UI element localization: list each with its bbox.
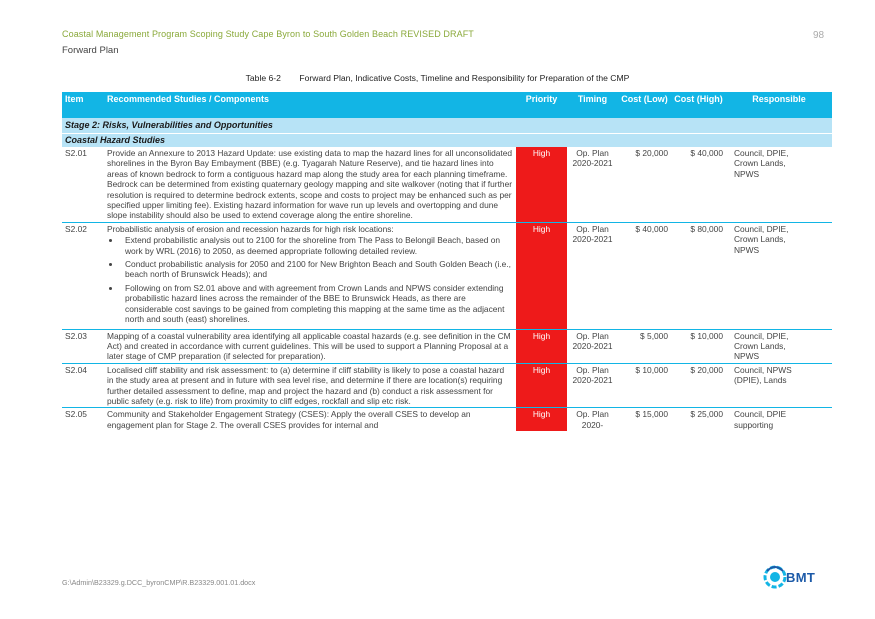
table-row [62,408,832,431]
responsible-line: NPWS [734,244,760,255]
col-header-cost-low [618,92,671,118]
priority-cell: High [516,222,567,329]
cost-low-cell: $ 5,000 [618,329,671,363]
col-header-priority: Priority [516,92,567,118]
forward-plan-table [62,92,832,431]
item-id: S2.02 [62,222,104,329]
col-header-timing: Timing [567,92,618,118]
responsible-cell [726,363,832,408]
recommendation-text: Mapping of a coastal vulnerability area identifying all applicable coastal hazards (e.g. see definition in the CM Act) and created in accordance with current guidelines. This will be used to support a Planning Proposal at a later stage of CMP preparation (if selected for preparation). [104,329,516,363]
file-path: G:\Admin\B23329.g.DCC_byronCMP\R.B23329.001.01.docx [62,578,256,587]
bullet-item: • Following on from S2.01 above and with agreement from Crown Lands and NPWS consider extending probabilistic hazard lines across the remainder of the BBE to Brunswick Heads, as there are considerable cost savings to be gained from completing this mapping at the same time as the adjacent north and south (east) shorelines. [121,283,513,325]
table-row [62,222,832,329]
responsible-line: Crown Lands, [734,158,786,169]
timing-cell: Op. Plan 2020-2021 [567,147,618,222]
responsible-line: Council, DPIE, [734,223,789,234]
table-header-row [62,92,832,118]
col-header-recommended: Recommended Studies / Components [104,92,516,118]
section-title: Forward Plan [62,45,119,56]
logo-text: BMT [786,570,816,585]
item-id: S2.05 [65,409,87,420]
priority-cell: High [516,147,567,222]
col-header-responsible: Responsible [726,92,832,118]
cost-high-cell: $ 10,000 [671,329,726,363]
timing-cell: Op. Plan 2020-2021 [567,222,618,329]
document-title: Coastal Management Program Scoping Study Cape Byron to South Golden Beach REVISED DRAFT [62,29,474,39]
cost-high-cell: $ 40,000 [671,147,726,222]
recommendation-text: Probabilistic analysis of erosion and recession hazards for high risk locations: [107,223,394,234]
cost-high-cell: $ 20,000 [671,363,726,408]
table-row [62,329,832,363]
cost-low-cell: $ 10,000 [618,363,671,408]
responsible-line: Crown Lands, [734,340,786,351]
recommendation-cell [104,222,516,329]
item-id: S2.04 [62,363,104,408]
bullet-list [107,235,513,324]
timing-cell: Op. Plan 2020- [576,409,609,430]
responsible-cell [726,222,832,329]
priority-cell: High [516,408,567,431]
cost-high-header-text: Cost (High) [674,94,723,104]
responsible-cell [726,147,832,222]
caption-text: Forward Plan, Indicative Costs, Timeline and Responsibility for Preparation of the CMP [299,73,630,83]
bullet-item: • Conduct probabilistic analysis for 2050 and 2100 for New Brighton Beach and South Golden Beach (i.e., beach north of Brunswick Heads); and [121,259,513,280]
responsible-line: Council, DPIE, [734,148,789,158]
cost-low-cell: $ 15,000 [635,409,668,420]
responsible-line: NPWS [734,351,760,362]
bullet-item: • Extend probabilistic analysis out to 2100 for the shoreline from The Pass to Belongil Beach, based on work by WRL (2016) to 2050, as deemed appropriate following detailed review. [121,235,513,256]
cost-high-cell: $ 80,000 [671,222,726,329]
responsible-line: supporting [734,419,774,430]
responsible-cell [726,408,832,431]
caption-label: Table 6-2 [245,73,281,83]
timing-cell: Op. Plan 2020-2021 [567,363,618,408]
stage-heading: Stage 2: Risks, Vulnerabilities and Opportunities [62,118,832,134]
responsible-line: (DPIE), Lands [734,375,787,386]
recommendation-text: Community and Stakeholder Engagement Strategy (CSES): Apply the overall CSES to develop an engagement plan for Stage 2. The overall CSES provides for internal and [107,409,471,430]
recommendation-text: Provide an Annexure to 2013 Hazard Update: use existing data to map the hazard lines for all unconsolidated shorelines in the Byron Bay Embayment (BBE) (e.g. Tyagarah Nature Reserve), and tie hazard lines into areas of known bedrock to form a contiguous hazard map along the study area for each planning timeframe. Bedrock can be determined from existing quaternary geology mapping and site walkover (noting that if further resolution is required to determine bedrock extents, scope and costs to project may be enhanced such as per specified upper limiting fee). Existing hazard information for wave run up levels and overtopping and dune slope instability should also be used to extend coverage along the entire shoreline. [104,147,516,222]
priority-cell: High [516,329,567,363]
responsible-line: Council, DPIE [734,409,787,420]
page-number: 98 [813,30,825,41]
responsible-line: Council, NPWS [734,364,792,375]
recommendation-text: Localised cliff stability and risk assessment: to (a) determine if cliff stability is likely to pose a coastal hazard in the study area at present and in future with sea level rise, and determine if there are location(s) requiring further detailed assessment to define, map and project the hazard and (b) conduct a risk assessment for public safety (e.g. risk to life) from proximity to cliff edges, rockfall and slip etc risk. [104,363,516,408]
col-header-item: Item [62,92,104,118]
responsible-line: Council, DPIE, [734,330,789,341]
item-id: S2.03 [62,329,104,363]
cost-high-cell: $ 25,000 [690,409,723,420]
col-header-cost-high [671,92,726,118]
responsible-line: NPWS [734,168,760,179]
table-row [62,147,832,222]
table-row [62,363,832,408]
item-id: S2.01 [62,147,104,222]
section-heading: Coastal Hazard Studies [62,134,832,148]
stage-heading-row [62,118,832,134]
cost-low-header-text: Cost (Low) [621,94,668,104]
timing-cell: Op. Plan 2020-2021 [567,329,618,363]
responsible-cell [726,329,832,363]
priority-cell: High [516,363,567,408]
cost-low-cell: $ 20,000 [618,147,671,222]
cost-low-cell: $ 40,000 [618,222,671,329]
section-heading-row [62,134,832,148]
responsible-line: Crown Lands, [734,234,786,245]
table-caption [0,73,875,83]
